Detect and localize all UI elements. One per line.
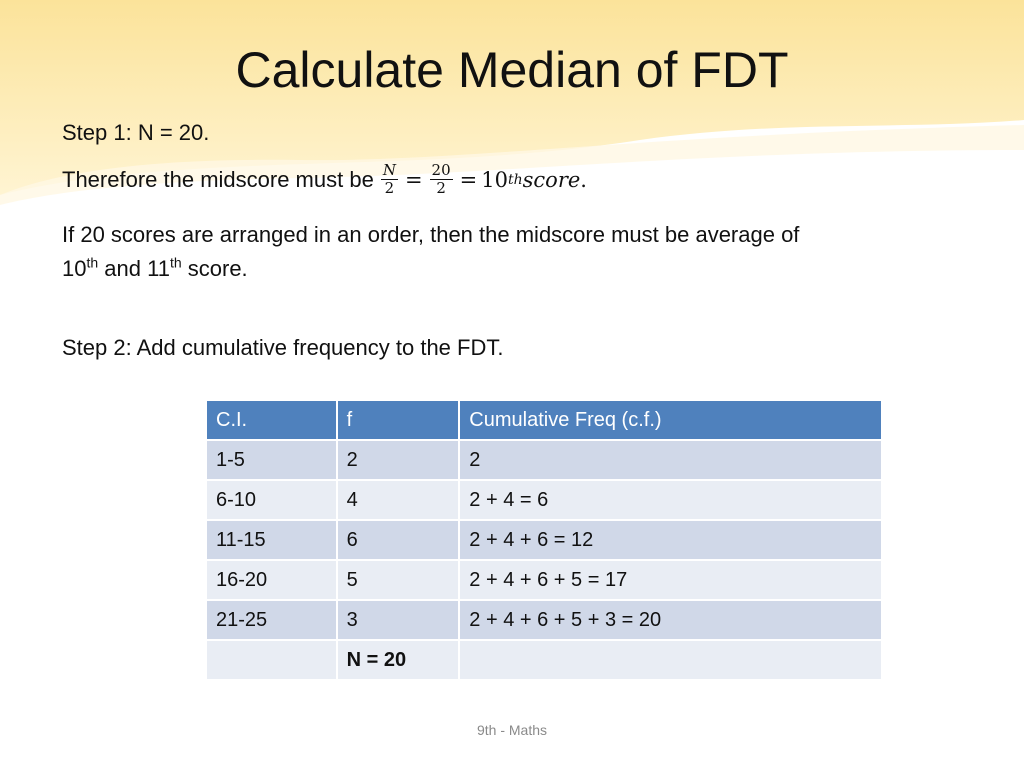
tenth-number: 10: [481, 167, 508, 192]
midscore-equation: $\frac{N}{2}$ = $\frac{20}{2}$ = 10 th score .: [382, 161, 587, 197]
cell-ci: 6-10: [206, 480, 337, 520]
table-row: [206, 600, 882, 640]
arrangement-paragraph: [62, 218, 952, 286]
cell-f: 3: [337, 600, 460, 640]
ordinal-suffix: th: [86, 254, 99, 271]
header-cf: Cumulative Freq (c.f.): [459, 400, 882, 440]
cell-f: 6: [337, 520, 460, 560]
table-total-row: [206, 640, 882, 680]
slide-footer: 9th - Maths: [476, 722, 548, 738]
fdt-table: [205, 399, 883, 681]
period: .: [580, 167, 587, 192]
header-ci: C.I.: [206, 400, 337, 440]
cell-ci: [206, 640, 337, 680]
table-row: [206, 520, 882, 560]
cell-ci: 11-15: [206, 520, 337, 560]
fraction-numerator: 20: [431, 161, 451, 179]
header-f: f: [337, 400, 460, 440]
cell-ci: 1-5: [206, 440, 337, 480]
table-row: [206, 480, 882, 520]
cell-f: 2: [337, 440, 460, 480]
equals-sign: =: [404, 167, 423, 192]
cell-cf: 2 + 4 + 6 + 5 = 17: [459, 560, 882, 600]
fraction-denominator: 2: [436, 179, 446, 197]
score-tail: score.: [181, 256, 248, 281]
midscore-text: Therefore the midscore must be: [62, 166, 374, 192]
cell-ci: 21-25: [206, 600, 337, 640]
midscore-line: [62, 162, 587, 197]
cell-cf: 2 + 4 + 6 + 5 + 3 = 20: [459, 600, 882, 640]
step2-text: Step 2: Add cumulative frequency to the FDT.: [62, 335, 504, 360]
cell-ci: 16-20: [206, 560, 337, 600]
cell-total-n: N = 20: [337, 640, 460, 680]
fraction-numerator: N: [382, 161, 396, 179]
table-row: [206, 560, 882, 600]
cell-f: 5: [337, 560, 460, 600]
table-row: [206, 440, 882, 480]
cell-cf: 2 + 4 + 6 = 12: [459, 520, 882, 560]
cell-cf: [459, 640, 882, 680]
and-eleventh: and 11: [98, 256, 170, 281]
cell-cf: 2: [459, 440, 882, 480]
fraction-denominator: 2: [384, 179, 395, 197]
fraction-n-over-2: [381, 162, 398, 197]
equals-sign: =: [459, 167, 478, 192]
fraction-20-over-2: [430, 162, 453, 197]
cell-f: 4: [337, 480, 460, 520]
ordinal-suffix: th: [169, 254, 182, 271]
table-header-row: [206, 400, 882, 440]
score-word: score: [522, 167, 581, 192]
tenth-label: 10: [62, 256, 87, 281]
cell-cf: 2 + 4 = 6: [459, 480, 882, 520]
step1-text: Step 1: N = 20.: [62, 120, 210, 145]
slide-title: Calculate Median of FDT: [235, 42, 789, 98]
arrangement-line1: If 20 scores are arranged in an order, then the midscore must be average of: [62, 222, 800, 247]
